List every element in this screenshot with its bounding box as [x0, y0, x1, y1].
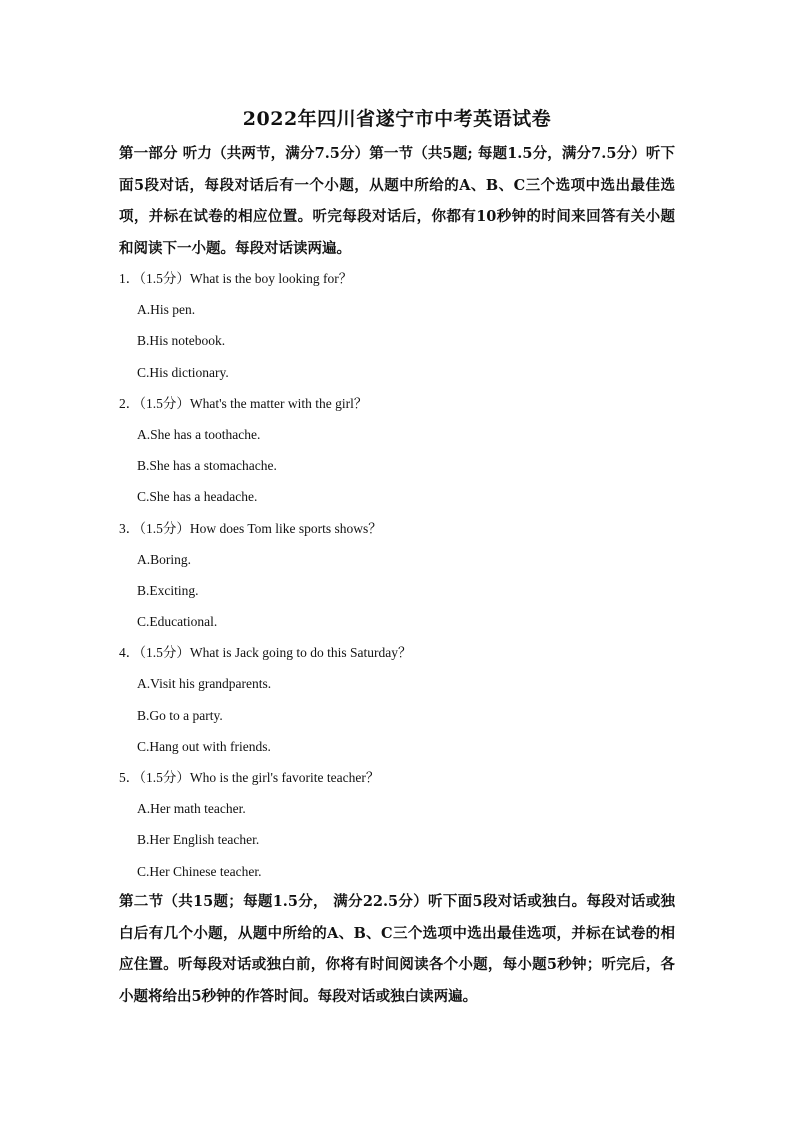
option-b: B.Exciting. — [137, 582, 199, 598]
question-1 — [119, 263, 675, 388]
exam-title: 2022年四川省遂宁市中考英语试卷 — [242, 108, 552, 130]
option-c: C.Her Chinese teacher. — [137, 863, 262, 879]
question-4 — [119, 637, 675, 762]
question-stem: 2．（1.5分）What's the matter with the girl？ — [119, 395, 368, 411]
option-b: B.She has a stomachache. — [137, 458, 277, 474]
option-c: C.His dictionary. — [137, 364, 229, 380]
question-3 — [119, 513, 675, 638]
section1-instructions: 第一部分 听力（共两节，满分7.5分）第一节（共5题; 每题1.5分，满分7.5分）听下面5段对话，每段对话后有一个小题，从题中所给的A、B、C三个选项中选出最佳选项，并标在试卷的相应位置。听完每段对话后，你都有10秒钟的时间来回答有关小题和阅读下一小题。每段对话读两遍。 — [119, 145, 675, 257]
option-a: A.She has a toothache. — [137, 426, 261, 442]
question-stem: 5．（1.5分）Who is the girl's favorite teacher？ — [119, 770, 380, 785]
option-a: A.His pen. — [137, 302, 196, 318]
question-stem: 3．（1.5分）How does Tom like sports shows？ — [119, 520, 382, 536]
option-c: C.Hang out with friends. — [137, 738, 271, 754]
option-a: A.Visit his grandparents. — [137, 676, 272, 692]
question-2 — [119, 388, 675, 513]
option-c: C.She has a headache. — [137, 489, 258, 505]
question-5 — [119, 762, 675, 887]
option-b: B.Go to a party. — [137, 707, 223, 723]
option-a: A.Boring. — [137, 551, 191, 567]
option-c: C.Educational. — [137, 614, 218, 630]
question-stem: 1．（1.5分）What is the boy looking for？ — [119, 271, 353, 286]
section2-instructions: 第二节（共15题；每题1.5分， 满分22.5分）听下面5段对话或独白。每段对话或独白后有几个小题，从题中所给的A、B、C三个选项中选出最佳选项，并标在试卷的相应住置。听每段对话或独白前，你将有时间阅读各个小题，每小题5秒钟；听完后，各小题将给出5秒钟的作答时间。每段对话或独白读两遍。 — [119, 893, 675, 1005]
option-a: A.Her math teacher. — [137, 801, 246, 817]
option-b: B.His notebook. — [137, 333, 226, 349]
option-b: B.Her English teacher. — [137, 832, 260, 848]
question-stem: 4．（1.5分）What is Jack going to do this Saturday？ — [119, 645, 412, 661]
question-list — [119, 263, 675, 887]
